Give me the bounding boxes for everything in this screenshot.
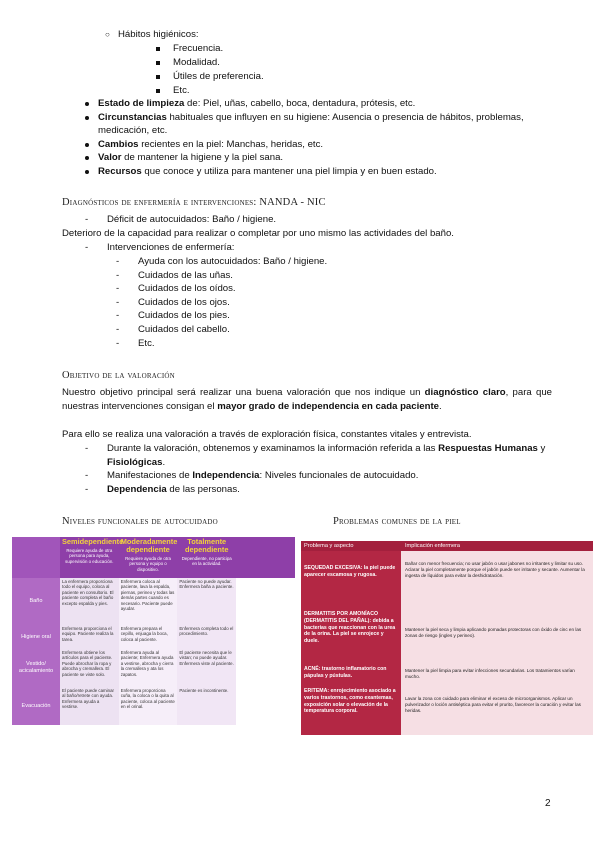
habitos-list bbox=[156, 42, 264, 98]
list-item: Modalidad. bbox=[156, 56, 264, 70]
header-cell: Problema y aspecto bbox=[301, 541, 401, 551]
row-label: Vestido/ acicalamiento bbox=[12, 649, 60, 687]
table-header-row bbox=[301, 541, 593, 551]
problemas-heading: Problemas comunes de la piel bbox=[333, 516, 461, 527]
list-item: Circunstancias habituales que influyen en su higiene: Ausencia o presencia de hábitos, problemas, medicación, etc. bbox=[85, 111, 545, 138]
problemas-table bbox=[301, 541, 593, 735]
list-item: Valor de mantener la higiene y la piel sana. bbox=[85, 151, 545, 165]
list-item: Recursos que conoce y utiliza para mantener una piel limpia y en buen estado. bbox=[85, 165, 545, 179]
table-cell: El paciente puede caminar al baño/retrete con ayuda. Enfermera ayuda a vestirse. bbox=[60, 687, 119, 725]
table-row bbox=[12, 578, 295, 625]
table-cell: Mantener la piel limpia para evitar infecciones secundarias. Los tratamientos varían mucho. bbox=[401, 664, 593, 686]
list-item: - Dependencia de las personas. bbox=[85, 483, 560, 497]
table-cell: Enfermera ayuda al paciente; Enfermera ayuda a vestirse, abrocha y cierra la cremallera y ata los zapatos. bbox=[119, 649, 178, 687]
list-item: - Durante la valoración, obtenemos y examinamos la información referida a las Respuestas Humanas y Fisiológicas. bbox=[85, 442, 560, 469]
table-cell: Enfermera obtiene los artículos para el paciente. Puede abrochar la ropa y abrocha y cremallera. El paciente se viste solo. bbox=[60, 649, 119, 687]
table-cell: Enfermera completa todo el procedimiento. bbox=[177, 625, 236, 649]
table-row bbox=[12, 649, 295, 687]
intervenciones-list bbox=[116, 255, 327, 350]
table-cell: Enfermera proporciona cuña, la coloca o la quita al paciente, coloca al paciente en el orinal. bbox=[119, 687, 178, 725]
list-item: Frecuencia. bbox=[156, 42, 264, 56]
list-item: - Etc. bbox=[116, 337, 327, 351]
row-label: Baño bbox=[12, 578, 60, 625]
table-cell: El paciente necesita que le vistan; no puede ayudar. Enfermera viste al paciente. bbox=[177, 649, 236, 687]
objetivo-heading: Objetivo de la valoración bbox=[62, 370, 175, 381]
table-header-row bbox=[12, 537, 295, 578]
circle-bullet-icon: ○ bbox=[105, 30, 110, 39]
niveles-heading: Niveles funcionales de autocuidado bbox=[62, 516, 218, 527]
list-item: - Cuidados del cabello. bbox=[116, 323, 327, 337]
table-cell: Bañar con menor frecuencia; no usar jabón o usar jabones no irritantes y limitar su uso. Aclarar la piel completamente porque el jabón puede ser irritante y secante. Aumentar la ingesta de líquidos para evitar la deshidratación. bbox=[401, 551, 593, 609]
list-item: - Cuidados de los ojos. bbox=[116, 296, 327, 310]
table-cell: Lavar la zona con cuidado para eliminar el exceso de microorganismos. Aplicar un pulverizador o loción antiséptica para evitar el prurito, favorecer la curación y evitar las heridas. bbox=[401, 686, 593, 735]
table-cell: Paciente no puede ayudar. Enfermera baña a paciente. bbox=[177, 578, 236, 625]
valoracion-bullets bbox=[85, 97, 545, 179]
table-cell: SEQUEDAD EXCESIVA: la piel puede aparecer escamosa y rugosa. bbox=[301, 551, 401, 609]
table-cell: Enfermera coloca al paciente, lava la espalda, piernas, perineo y todas las demás partes cuando es necesario. Paciente puede ayudar. bbox=[119, 578, 178, 625]
list-item: - Ayuda con los autocuidados: Baño / higiene. bbox=[116, 255, 327, 269]
table-cell: ERITEMA: enrojecimiento asociado a varios trastornos, como exantemas, exposición solar o elevación de la temperatura corporal. bbox=[301, 686, 401, 735]
list-item: Cambios recientes en la piel: Manchas, heridas, etc. bbox=[85, 138, 545, 152]
header-corner bbox=[12, 537, 60, 578]
list-item: - Manifestaciones de Independencia: Niveles funcionales de autocuidado. bbox=[85, 469, 560, 483]
header-cell: Totalmente dependiente Dependiente, no participa en la actividad. bbox=[181, 537, 232, 567]
deficit-definition: Deterioro de la capacidad para realizar o completar por uno mismo las actividades del baño. bbox=[62, 228, 454, 239]
objetivo-list bbox=[85, 442, 560, 496]
list-item: - Cuidados de los pies. bbox=[116, 309, 327, 323]
deficit-item: - Déficit de autocuidados: Baño / higiene. bbox=[85, 213, 276, 227]
page-number: 2 bbox=[545, 798, 551, 809]
header-cell: Moderadamente dependiente Requiere ayuda de otra persona y equipo o dispositivo. bbox=[120, 537, 178, 572]
objetivo-paragraph: Nuestro objetivo principal será realizar una buena valoración que nos indique un diagnóstico claro, para que nuestras intervenciones consigan el mayor grado de independencia en cada paciente. bbox=[62, 387, 552, 412]
list-item: - Cuidados de las uñas. bbox=[116, 269, 327, 283]
list-item: Etc. bbox=[156, 84, 264, 98]
diagnosticos-heading: Diagnósticos de enfermería e intervenciones: NANDA - NIC bbox=[62, 197, 326, 208]
table-cell: ACNÉ: trastorno inflamatorio con pápulas y pústulas. bbox=[301, 664, 401, 686]
list-item: Útiles de preferencia. bbox=[156, 70, 264, 84]
table-row bbox=[12, 625, 295, 649]
table-cell: Mantener la piel seca y limpia aplicando pomadas protectoras con óxido de cinc en las zonas de riesgo (ingles y perineo). bbox=[401, 609, 593, 664]
niveles-table bbox=[12, 537, 295, 725]
list-item: Estado de limpieza de: Piel, uñas, cabello, boca, dentadura, prótesis, etc. bbox=[85, 97, 545, 111]
table-cell: DERMATITIS POR AMONÍACO (DERMATITIS DEL PAÑAL): debida a bacterias que reaccionan con la urea de la orina. La piel se enrojece y duele. bbox=[301, 609, 401, 664]
table-cell: La enfermera proporciona todo el equipo, coloca al paciente en consultorio. El paciente completa el baño excepto espalda y pies. bbox=[60, 578, 119, 625]
header-cell: Implicación enfermera bbox=[401, 541, 593, 551]
list-item: - Cuidados de los oídos. bbox=[116, 282, 327, 296]
table-cell: Enfermera proporciona el equipo. Paciente realiza la tarea. bbox=[60, 625, 119, 649]
habitos-title: Hábitos higiénicos: bbox=[118, 29, 199, 40]
valoracion-paragraph: Para ello se realiza una valoración a través de exploración física, constantes vitales y entrevista. bbox=[62, 429, 472, 440]
intervenciones-title: - Intervenciones de enfermería: bbox=[85, 241, 234, 255]
table-row bbox=[301, 551, 593, 609]
row-label: Higiene oral bbox=[12, 625, 60, 649]
table-row bbox=[301, 664, 593, 686]
table-row bbox=[301, 609, 593, 664]
table-row bbox=[301, 686, 593, 735]
table-cell: Paciente es incontinente. bbox=[177, 687, 236, 725]
header-cell: Semidependiente Requiere ayuda de otra persona para ayuda, supervisión o educación. bbox=[62, 537, 124, 564]
table-row bbox=[12, 687, 295, 725]
table-cell: Enfermera prepara el cepillo, enjuaga la boca, coloca al paciente. bbox=[119, 625, 178, 649]
row-label: Evacuación bbox=[12, 687, 60, 725]
